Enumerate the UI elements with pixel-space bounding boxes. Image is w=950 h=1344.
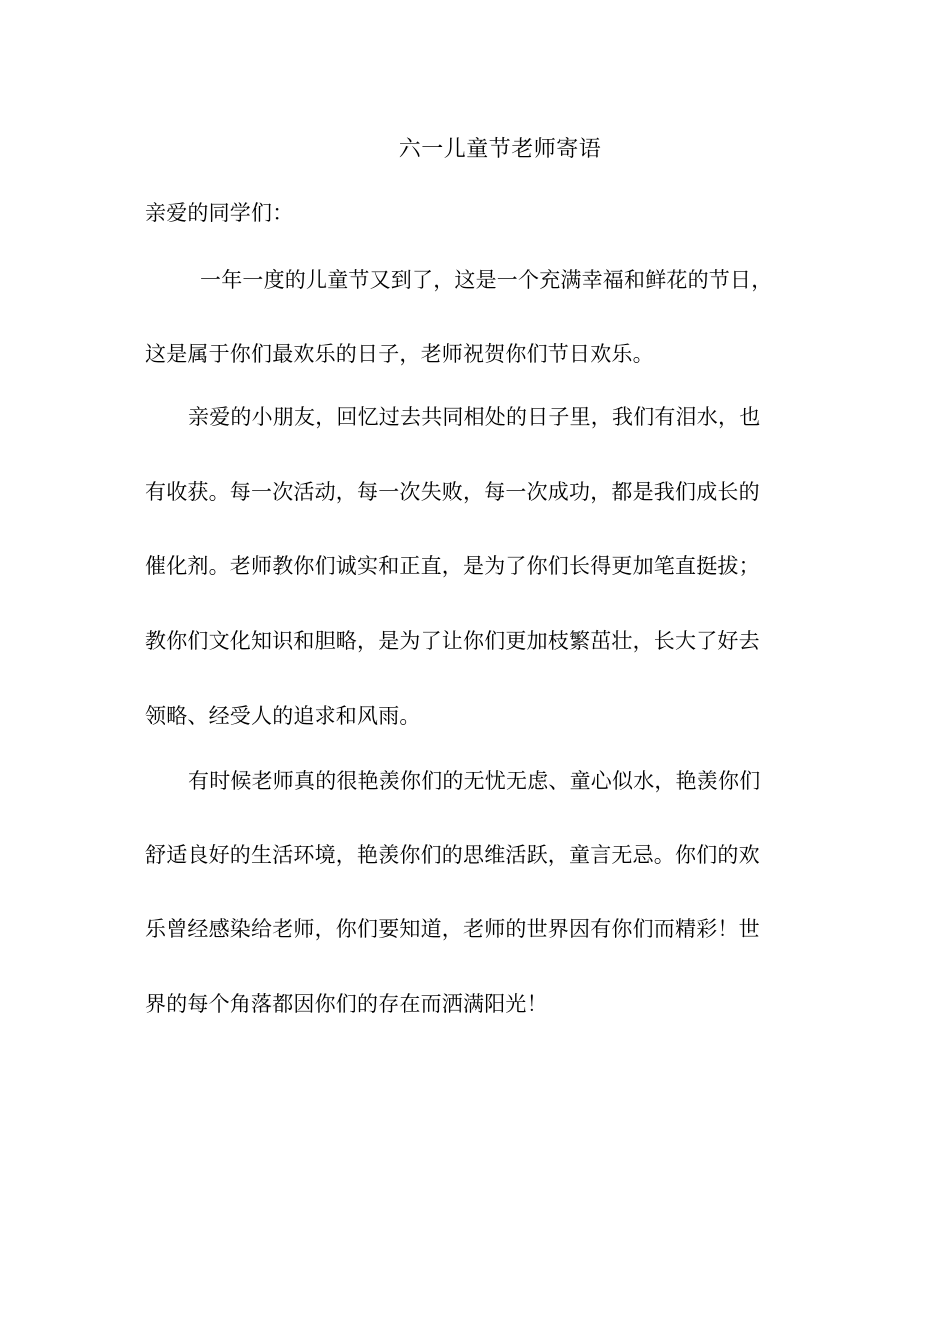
paragraph-line: 舒适良好的生活环境，艳羡你们的思维活跃，童言无忌。你们的欢	[145, 843, 760, 867]
paragraph-line: 乐曾经感染给老师，你们要知道，老师的世界因有你们而精彩！世	[145, 917, 760, 941]
paragraph-line: 催化剂。老师教你们诚实和正直，是为了你们长得更加笔直挺拔；	[145, 554, 760, 578]
paragraph-line: 界的每个角落都因你们的存在而洒满阳光！	[145, 992, 548, 1016]
paragraph-line: 这是属于你们最欢乐的日子，老师祝贺你们节日欢乐。	[145, 342, 654, 366]
paragraph-line: 教你们文化知识和胆略，是为了让你们更加枝繁茁壮，长大了好去	[145, 629, 760, 653]
salutation: 亲爱的同学们：	[145, 201, 294, 225]
paragraph-line: 一年一度的儿童节又到了，这是一个充满幸福和鲜花的节日，	[200, 268, 773, 292]
document-title: 六一儿童节老师寄语	[398, 137, 602, 162]
paragraph-line: 有时候老师真的很艳羡你们的无忧无虑、童心似水，艳羡你们	[188, 769, 761, 793]
paragraph-line: 领略、经受人的追求和风雨。	[145, 704, 421, 728]
paragraph-line: 有收获。每一次活动，每一次失败，每一次成功，都是我们成长的	[145, 480, 760, 504]
paragraph-line: 亲爱的小朋友，回忆过去共同相处的日子里，我们有泪水，也	[188, 405, 761, 429]
